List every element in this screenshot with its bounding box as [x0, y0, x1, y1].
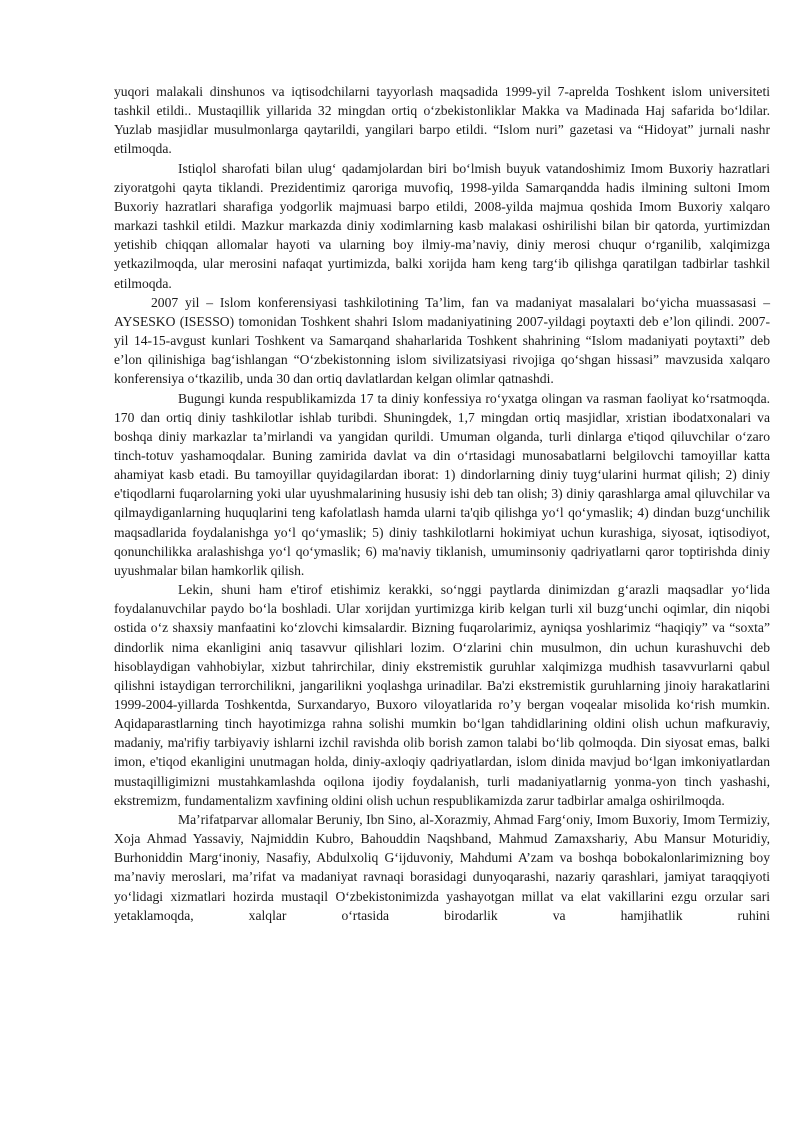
paragraph-2: Istiqlol sharofati bilan ulug‘ qadamjolardan biri bo‘lmish buyuk vatandoshimiz Imom Buxoriy hazratlari ziyoratgohi qayta tiklandi. Prezidentimiz qaroriga muvofiq, 1998-yilda Samarqandda hadis ilmining sultoni Imom Buxoriy hazratlari sharafiga yodgorlik majmuasi barpo etildi, 2008-yilda majmua qoshida Imom Buxoriy xalqaro markazi tashkil etildi. Mazkur markazda diniy xodimlarning kasb malakasi oshirilishi bilan bir qatorda, yurtimizdan yetishib chiqqan allomalar hayoti va ularning boy ilmiy-ma’naviy, diniy merosi chuqur o‘rganilib, xalqimizga yetkazilmoqda, ular merosini nafaqat yurtimizda, balki xorijda ham keng targ‘ib qilishga qaratilgan tadbirlar tashkil etilmoqda.	[114, 160, 770, 291]
paragraph-6: Ma’rifatparvar allomalar Beruniy, Ibn Sino, al-Xorazmiy, Ahmad Farg‘oniy, Imom Buxoriy, Imom Termiziy, Xoja Ahmad Yassaviy, Najmiddin Kubro, Bahouddin Naqshband, Mahmud Zamaxshariy, Abu Mansur Moturidiy, Burhoniddin Marg‘inoniy, Nasafiy, Abdulxoliq G‘ijduvoniy, Mahdumi A’zam va boshqa bobokalonlarimizning boy ma’naviy meroslari, ma’rifat va madaniyat ravnaqi borasidagi dunyoqarashi, nazariy qarashlari, jamiyat taraqqiyoti yo‘lidagi xizmatlari hozirda mustaqil O‘zbekistonimizda yashayotgan millat va elat vakillarini ezgu orzular sari yetaklamoqda, xalqlar o‘rtasida birodarlik va hamjihatlik ruhini	[114, 811, 770, 923]
paragraph-4: Bugungi kunda respublikamizda 17 ta diniy konfessiya ro‘yxatga olingan va rasman faoliyat ko‘rsatmoqda. 170 dan ortiq diniy tashkilotlar ishlab turibdi. Shuningdek, 1,7 mingdan ortiq masjidlar, xristian ibodatxonalari va boshqa diniy markazlar ta’mirlandi va yangidan qurildi. Umuman olganda, turli dinlarga e'tiqod qiluvchilar o‘zaro tinch-totuv yashamoqdalar. Buning zamirida davlat va din o‘rtasidagi munosabatlarni belgilovchi tamoyillar katta ahamiyat kasb etadi. Bu tamoyillar quyidagilardan iborat: 1) dindorlarning diniy tuyg‘ularini hurmat qilish; 2) diniy e'tiqodlarni fuqarolarning yoki ular uyushmalarining hususiy ishi deb tan olish; 3) diniy qarashlarga amal qiluvchilar va qilmaydiganlarning huquqlarini teng kafolatlash hamda ularni ta'qib qilishga yo‘l qo‘ymaslik; 4) dindan buzg‘unchilik maqsadlarida foydalanishga yo‘l qo‘ymaslik; 5) diniy tashkilotlarni hokimiyat uchun kurashiga, siyosat, iqtisodiyot, qonunchilikka aralashishga yo‘l qo‘ymaslik; 6) ma'naviy tiklanish, umuminsoniy qadriyatlarni qaror toptirishda diniy uyushmalar bilan hamkorlik qilish.	[114, 390, 770, 578]
paragraph-1: yuqori malakali dinshunos va iqtisodchilarni tayyorlash maqsadida 1999-yil 7-aprelda Toshkent islom universiteti tashkil etildi.. Mustaqillik yillarida 32 mingdan ortiq o‘zbekistonliklar Makka va Madinada Haj safarida bo‘ldilar. Yuzlab masjidlar musulmonlarga qaytarildi, yangilari barpo etildi. “Islom nuri” gazetasi va “Hidoyat” jurnali nashr etilmoqda.	[114, 84, 770, 157]
paragraph-3: 2007 yil – Islom konferensiyasi tashkilotining Ta’lim, fan va madaniyat masalalari bo‘yicha muassasasi – AYSESKO (ISESSO) tomonidan Toshkent shahri Islom madaniyatining 2007-yildagi poytaxti deb e’lon qilindi. 2007-yil 14-15-avgust kunlari Toshkent va Samarqand shaharlarida Toshkent shahrining “Islom madaniyati poytaxti” deb e’lon qilinishiga bag‘ishlangan “O‘zbekistonning islom sivilizatsiyasi rivojiga qo‘shgan hissasi” mavzusida xalqaro konferensiya o‘tkazilib, unda 30 dan ortiq davlatlardan kelgan olimlar qatnashdi.	[114, 294, 770, 387]
paragraph-5: Lekin, shuni ham e'tirof etishimiz kerakki, so‘nggi paytlarda dinimizdan g‘arazli maqsadlar yo‘lida foydalanuvchilar paydo bo‘la boshladi. Ular xorijdan yurtimizga kirib kelgan turli xil buzg‘unchi oqimlar, din niqobi ostida o‘z shaxsiy manfaatini ko‘zlovchi kimsalardir. Bizning fuqarolarimiz, ayniqsa yoshlarimiz “haqiqiy” va “soxta” dindorlik nima ekanligini aniq tasavvur qilishlari lozim. O‘zlarini chin musulmon, din uchun kurashuvchi deb hisoblaydigan vahhobiylar, xizbut tahrirchilar, diniy ekstremistik guruhlar xalqimizga mudhish tasavvurlarni qabul qilishni istaydigan terrorchilikni, jangarilikni yoqlashga urinadilar. Ba'zi ekstremistik guruhlarning jinoiy harakatlarini 1999-2004-yillarda Toshkentda, Surxandaryo, Buxoro viloyatlarida ro’y bergan voqealar misolida ko‘rish mumkin. Aqidaparastlarning tinch hayotimizga rahna solishi mumkin bo‘lgan tahdidlarining oldini olish uchun mafkuraviy, madaniy, ma'rifiy tarbiyaviy ishlarni izchil ravishda olib borish zamon talabi bo‘lib qolmoqda. Din siyosat emas, balki imon, e'tiqod ekanligini unutmagan holda, diniy-axloqiy qadriyatlardan, islom dinida mavjud bo‘lgan imkoniyatlardan mustaqilligimizni mustahkamlashda oqilona ijodiy foydalanish, turli madaniyatlarnig yonma-yon tinch yashashi, ekstremizm, fundamentalizm xavfining oldini olish uchun respublikamizda zarur tadbirlar amalga oshirilmoqda.	[114, 582, 770, 808]
document-page	[114, 82, 770, 925]
